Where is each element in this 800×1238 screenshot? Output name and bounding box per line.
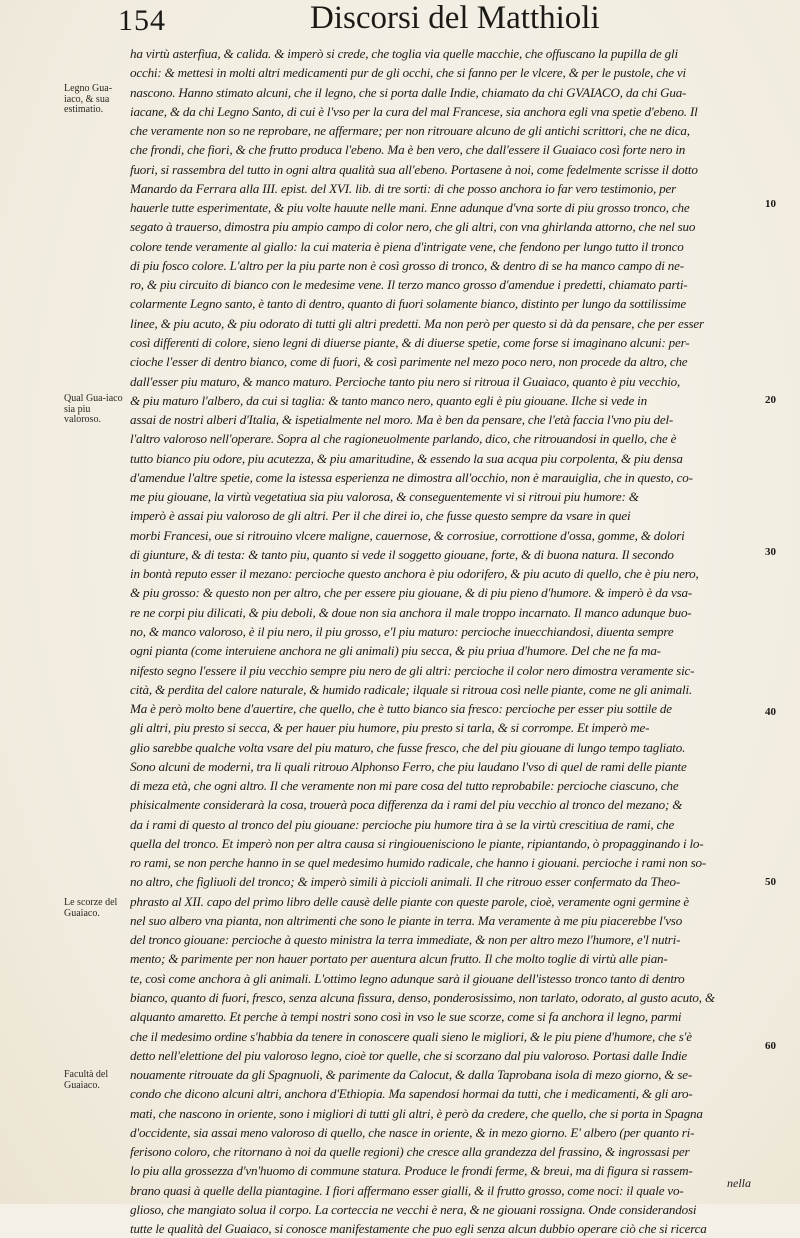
body-text	[130, 44, 760, 1238]
text-line: alquanto amaretto. Et perche à tempi nostri sono così in vso le sue scorze, come si fa anchora il legno, parmi	[130, 1009, 682, 1025]
text-line: no altro, che figliuoli del tronco; & imperò simili à piccioli animali. Il che ritrouo esser confermato da Theo-	[130, 874, 681, 890]
text-line: lo piu alla grossezza d'vn'huomo di commune statura. Produce le frondi ferme, & breui, ma di figura si rassem-	[130, 1163, 693, 1179]
text-line: del tronco giouane: percioche à questo ministra la terra immediate, & non per altro mezo l'humore, e'l nutri-	[130, 932, 681, 948]
text-line: imperò è assai piu valoroso de gli altri. Per il che direi io, che fusse questo sempre da vsare in quei	[130, 508, 631, 524]
text-line: phisicalmente considerarà la cosa, trouerà poca differenza da i rami del piu vecchio al tronco del mezano; &	[130, 797, 683, 813]
text-line: me piu giouane, la virtù vegetatiua sia piu valorosa, & conseguentemente vi si ritroui piu humore: &	[130, 489, 639, 505]
text-line: re ne corpi piu dilicati, & piu deboli, & doue non sia anchora il male troppo incarnato. Il manco adunque buo-	[130, 604, 692, 620]
text-line: Ma è però molto bene d'auertire, che quello, che è tutto bianco sia fresco: percioche per esser piu sottile de	[130, 701, 672, 717]
margin-line-number: 50	[765, 876, 776, 888]
text-line: Manardo da Ferrara alla III. epist. del XVI. lib. di tre sorti: di che posso anchora io far vero testimonio, per	[130, 180, 677, 196]
text-line: ro, & piu circuito di bianco con le medesime vene. Il terzo manco grosso d'amendue i predetti, chiamato parti-	[130, 277, 688, 293]
text-line: iacane, & da chi Legno Santo, di cui è l'vso per la cura del mal Francese, sia anchora egli vna spetie d'ebeno. Il	[130, 103, 698, 119]
text-line: gli altri, piu presto si secca, & per hauer piu humore, piu presto si tarla, & si corrompe. Et imperò me-	[130, 720, 650, 736]
text-line: ro rami, se non perche hanno in se quel medesimo humido radicale, che hanno i giouani. percioche i rami non so-	[130, 855, 707, 871]
text-line: quella del tronco. Et imperò non per altra causa si ringiouenisciono le piante, ripiantando, ò propagginando i lo-	[130, 835, 704, 851]
text-line: mento; & parimente per non hauer portato per auentura alcun frutto. Il che molto toglie di virtù alle pian-	[130, 951, 668, 967]
text-line: che il medesimo ordine s'habbia da tenere in conoscere quali sieno le migliori, & le piu piene d'humore, che s'è	[130, 1028, 692, 1044]
margin-line-number: 20	[765, 394, 776, 406]
text-line: phrasto al XII. capo del primo libro delle causè delle piante con queste parole, cioè, veramente ogni germine è	[130, 893, 689, 909]
text-line: dall'esser piu maturo, & manco maturo. Percioche tanto piu nero si ritroua il Guaiaco, quanto è piu vecchio,	[130, 373, 681, 389]
catchword: nella	[727, 1176, 751, 1190]
margin-note: Le scorze del Guaiaco.	[64, 897, 118, 919]
text-line: di giunture, & di testa: & tanto piu, quanto si vede il soggetto giouane, forte, & di buona natura. Il secondo	[130, 546, 674, 562]
text-line: linee, & piu acuto, & piu odorato di tutti gli altri predetti. Ma non però per questo si dà da pensare, che per esser	[130, 315, 704, 331]
text-line: morbi Francesi, oue si ritrouino vlcere maligne, cauernose, & corrosiue, corrottione d'ossa, gomme, & dolori	[130, 527, 685, 543]
text-line: brano quasi à quelle della piantagine. I fiori affermano esser gialli, & il frutto grosso, come noci: il quale vo-	[130, 1182, 684, 1198]
page-header	[108, 0, 768, 42]
text-line: assai de nostri alberi d'Italia, & ispetialmente nel moro. Ma è ben da pensare, che l'età faccia l'vno piu del-	[130, 412, 674, 428]
text-line: segato à trauerso, dimostra piu ampio campo di color nero, che gli altri, con vna ghirlanda attorno, che nel suo	[130, 219, 696, 235]
text-line: cioche l'esser di dentro bianco, come di fuori, & così parimente nel mezo poco nero, non procede da altro, che	[130, 354, 688, 370]
text-line: condo che dicono alcuni altri, anchora d'Ethiopia. Ma sapendosi hormai da tutti, che i medicamenti, & gli aro-	[130, 1086, 693, 1102]
text-line: nascono. Hanno stimato alcuni, che il legno, che si porta dalle Indie, chiamato da chi GVAIACO, da chi Gua-	[130, 84, 687, 100]
text-line: hauerle tutte esperimentate, & piu volte hauute nelle mani. Enne adunque d'vna sorte di piu grosso tronco, che	[130, 200, 690, 216]
text-line: glioso, che mangiato solua il corpo. La corteccia ne vecchi è nera, & ne giouani rossigna. Onde considerandosi	[130, 1201, 697, 1217]
text-line: così differenti di colore, sieno legni di diuerse piante, & di diuerse spetie, come forse si imaginano alcuni: per-	[130, 334, 690, 350]
text-line: & piu maturo l'albero, da cui si taglia: & tanto manco nero, quanto egli è piu giouane. Ilche si vede in	[130, 392, 647, 408]
text-line: ogni pianta (come interuiene anchora ne gli animali) piu secca, & piu priua d'humore. Del che ne fa ma-	[130, 643, 661, 659]
running-head: Discorsi del Matthioli	[310, 0, 600, 36]
margin-line-number: 60	[765, 1040, 776, 1052]
text-line: di meza età, che ogni altro. Il che veramente non mi pare cosa del tutto reprobabile: percioche ciascuno, che	[130, 778, 679, 794]
text-line: mati, che nascono in oriente, sono i migliori di tutti gli altri, è però da credere, che quello, che si porta in Spagna	[130, 1105, 703, 1121]
page-number: 154	[118, 4, 166, 37]
text-line: tutto bianco piu odore, piu acutezza, & piu amaritudine, & essendo la sua acqua piu corpolenta, & piu densa	[130, 450, 683, 466]
text-line: di piu fosco colore. L'altro per la piu parte non è così grosso di tronco, & dentro di se ha manco campo di ne-	[130, 257, 684, 273]
text-line: d'occidente, sia assai meno valoroso di quello, che nasce in oriente, & in mezo giorno. E' albero (per quanto ri-	[130, 1124, 695, 1140]
text-line: Sono alcuni de moderni, tra li quali ritrouo Alphonso Ferro, che piu laudano l'vso di quel de rami delle piante	[130, 758, 687, 774]
text-line: che veramente non so ne reprobare, ne affermare; per non ritrouare alcuno de gli antichi scrittori, che ne dica,	[130, 123, 690, 139]
text-line: fuori, si rassembra del tutto in ogni altra qualità sua all'ebeno. Portasene à noi, come fedelmente scrisse il dotto	[130, 161, 698, 177]
margin-line-number: 30	[765, 546, 776, 558]
margin-line-number: 10	[765, 198, 776, 210]
text-line: occhi: & mettesi in molti altri medicamenti pur de gli occhi, che si fanno per le vlcere, & per le pustole, che vi	[130, 65, 686, 81]
text-line: ferisono coloro, che ritornano à noi da quelle regioni) che cresce alla grandezza del frassino, & ingrossasi per	[130, 1144, 690, 1160]
text-line: l'altro valoroso nell'operare. Sopra al che ragioneuolmente parlando, dico, che ritrouandosi in quello, che è	[130, 431, 677, 447]
margin-note: Facultà del Guaiaco.	[64, 1069, 109, 1091]
margin-note: Legno Gua-iaco, & sua estimatio.	[64, 83, 113, 115]
text-line: glio sarebbe qualche volta vsare del piu maturo, che fusse fresco, che del piu giouane di lungo tempo tagliato.	[130, 739, 686, 755]
text-line: & piu grosso: & questo non per altro, che per essere piu giouane, & di piu pieno d'humore. & imperò è da vsa-	[130, 585, 693, 601]
text-line: colore tende veramente al giallo: la cui materia è piena d'intrigate vene, che fendono per lungo tutto il tronco	[130, 238, 684, 254]
text-line: no, & manco valoroso, è il piu nero, il piu grosso, e'l piu maturo: percioche inuecchiandosi, diuenta sempre	[130, 623, 674, 639]
text-line: da i rami di questo al tronco del piu giouane: percioche piu humore tira à se la virtù crescitiua de rami, che	[130, 816, 675, 832]
text-line: cità, & perdita del calore naturale, & humido radicale; ilquale si ritroua così nelle piante, come ne gli animali.	[130, 681, 692, 697]
margin-note: Qual Gua-iaco sia piu valoroso.	[64, 393, 123, 425]
text-line: te, così come anchora à gli animali. L'ottimo legno adunque sarà il giouane dell'istesso tronco tanto di dentro	[130, 970, 685, 986]
text-line: detto nell'elettione del piu valoroso legno, cioè tor quelle, che si scorzano dal piu valoroso. Portasi dalle Indie	[130, 1047, 688, 1063]
margin-line-number: 40	[765, 706, 776, 718]
text-line: nouamente ritrouate da gli Spagnuoli, & parimente da Calocut, & dalla Taprobana isola di mezo giorno, & se-	[130, 1067, 692, 1083]
text-line: tutte le qualità del Guaiaco, si conosce manifestamente che puo egli senza alcun dubbio operare ciò che si ricerca	[130, 1221, 707, 1237]
text-line: che frondi, che fiori, & che frutto produca l'ebeno. Ma è ben vero, che dall'essere il Guaiaco così forte nero in	[130, 142, 686, 158]
text-line: nel suo albero vna pianta, non altrimenti che sono le piante in terra. Ma veramente à me piu piacerebbe l'vso	[130, 912, 683, 928]
text-line: in bontà reputo esser il mezano: percioche questo anchora è piu odorifero, & piu acuto di quello, che è piu nero,	[130, 566, 699, 582]
text-line: colarmente Legno santo, è tanto di dentro, quanto di fuori solamente bianco, distinto per lungo da sottilissime	[130, 296, 686, 312]
text-line: d'amendue l'altre spetie, come la istessa esperienza ne dimostra all'occhio, non è marauiglia, che in questo, co-	[130, 469, 693, 485]
text-line: bianco, quanto di fuori, fresco, senza alcuna fissura, denso, ponderosissimo, non tarlato, odorato, al gusto acuto, &	[130, 990, 715, 1006]
text-line: ha virtù asterfiua, & calida. & imperò si crede, che toglia via quelle macchie, che offuscano la pupilla de gli	[130, 46, 678, 61]
text-line: nifesto segno l'essere il piu vecchio sempre piu nero de gli altri: percioche il color nero dimostra veramente sic-	[130, 662, 695, 678]
